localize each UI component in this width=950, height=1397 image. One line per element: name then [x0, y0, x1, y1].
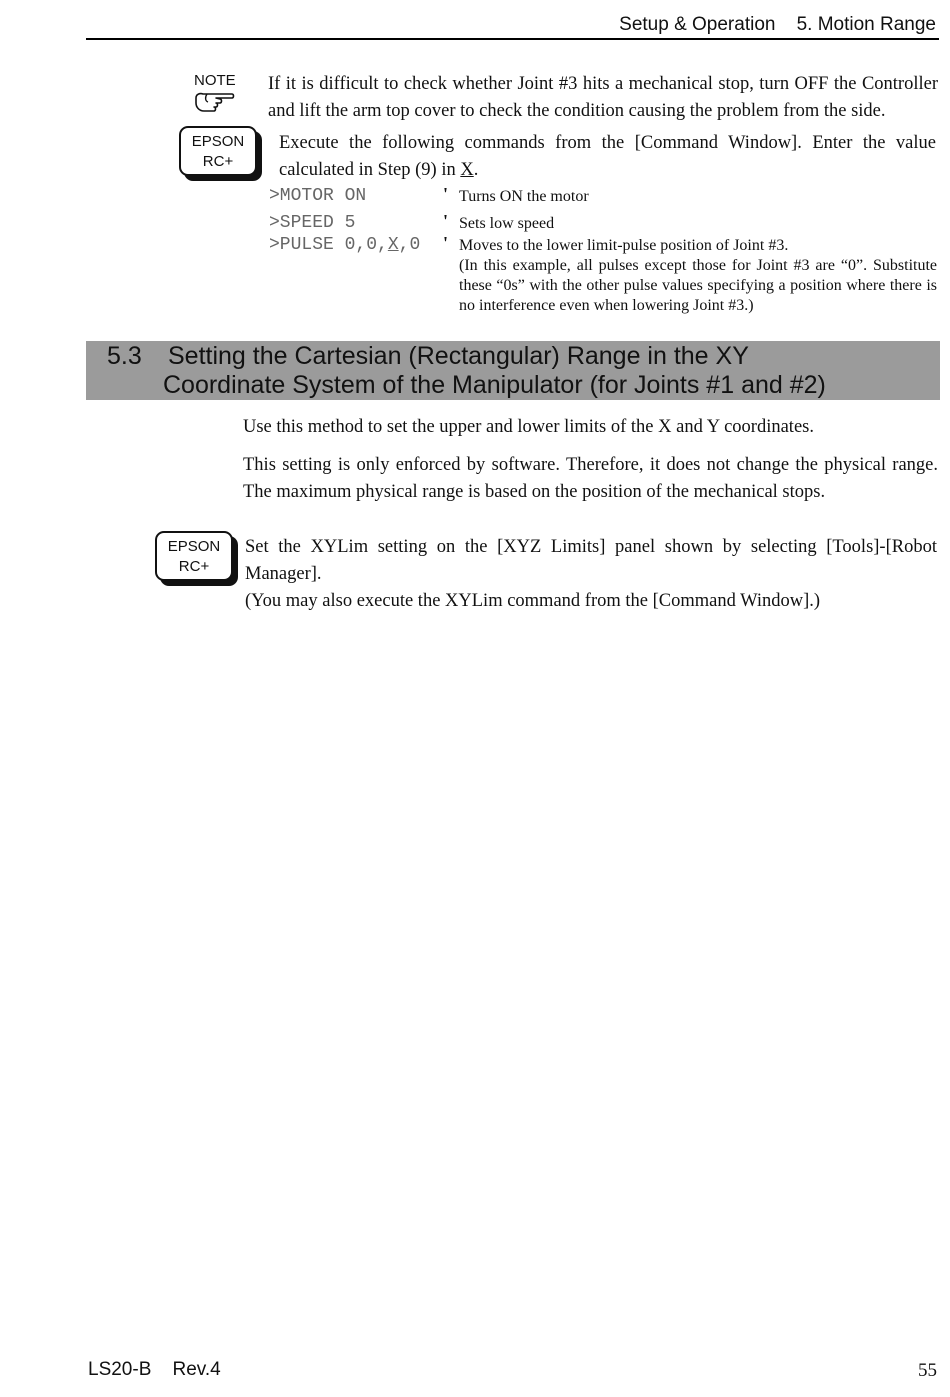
badge-line1: EPSON: [167, 538, 221, 555]
page-number: 55: [918, 1360, 937, 1381]
header-rule: [86, 38, 939, 40]
section-title-continued: Coordinate System of the Manipulator (for Joints #1 and #2): [163, 371, 826, 399]
badge-line2: RC+: [178, 558, 210, 575]
note-label: NOTE: [194, 72, 236, 89]
command-comment: [459, 236, 937, 316]
pointing-hand-icon: [192, 88, 236, 118]
xylim-text: Set the XYLim setting on the [XYZ Limits] panel shown by selecting [Tools]-[Robot Manager].: [245, 537, 937, 584]
epson-rc-badge: [179, 126, 257, 176]
badge-line1: EPSON: [191, 133, 245, 150]
comment-mark: ': [443, 184, 449, 204]
epson-rc-badge: [155, 531, 233, 581]
execute-variable: X: [460, 160, 474, 180]
xylim-instruction: [245, 534, 937, 615]
section-number: 5.3: [107, 342, 142, 370]
execute-text: Execute the following commands from the [Command Window]. Enter the value calculated in Step (9) in: [279, 133, 936, 180]
pulse-comment-note: (In this example, all pulses except those for Joint #3 are “0”. Substitute these “0s” with the other pulse values specifying a position where there is no interference even when lowering Joint #3.): [459, 257, 937, 314]
section-title: Setting the Cartesian (Rectangular) Range in the XY: [168, 342, 749, 370]
command-motor-on: >MOTOR ON: [269, 186, 367, 206]
note-text: If it is difficult to check whether Joint #3 hits a mechanical stop, turn OFF the Controller and lift the arm top cover to check the condition causing the problem from the side.: [268, 74, 938, 121]
execute-instruction: [279, 130, 936, 184]
pulse-code-end: ,0: [398, 235, 421, 255]
comment-mark: ': [443, 211, 449, 231]
command-speed: >SPEED 5: [269, 213, 356, 233]
page-header: Setup & Operation 5. Motion Range: [619, 14, 936, 35]
command-comment: Turns ON the motor: [459, 188, 589, 205]
comment-mark: ': [443, 233, 449, 253]
pulse-comment: Moves to the lower limit-pulse position of Joint #3.: [459, 237, 789, 254]
body-paragraph: Use this method to set the upper and lower limits of the X and Y coordinates.: [243, 417, 814, 437]
pulse-variable: X: [387, 235, 399, 255]
pulse-code: >PULSE 0,0,: [269, 235, 388, 255]
execute-text-end: .: [473, 160, 479, 180]
xylim-alternative: (You may also execute the XYLim command from the [Command Window].): [245, 591, 821, 611]
badge-line2: RC+: [202, 153, 234, 170]
body-paragraph: This setting is only enforced by software. Therefore, it does not change the physical range. The maximum physical range is based on the position of the mechanical stops.: [243, 455, 938, 502]
footer-document-id: LS20-B Rev.4: [88, 1359, 221, 1380]
command-comment: Sets low speed: [459, 215, 555, 232]
command-pulse: [269, 235, 420, 255]
